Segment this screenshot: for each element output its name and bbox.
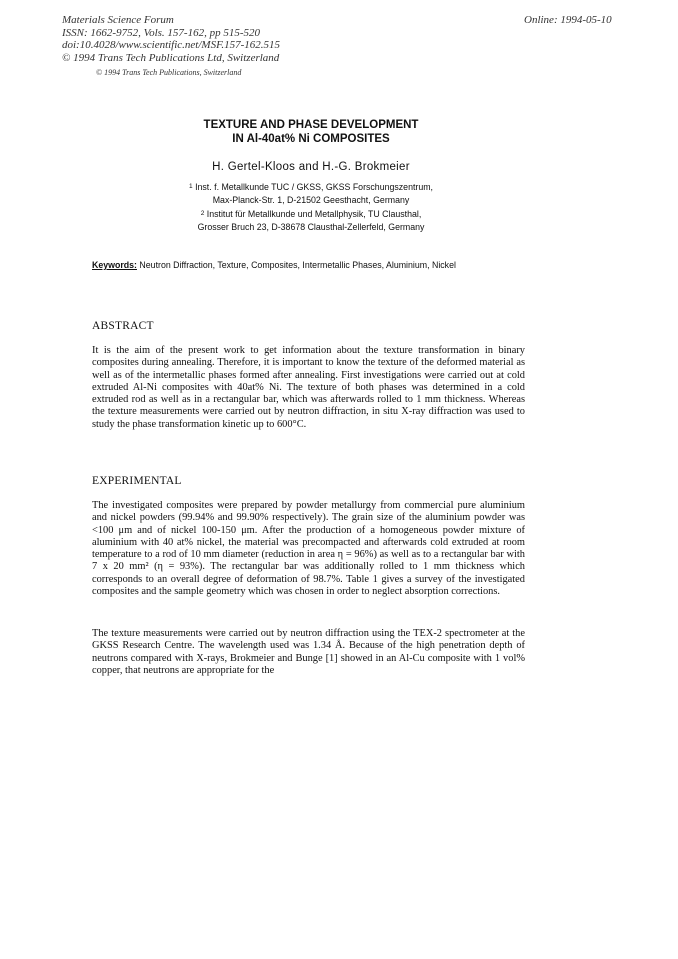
affiliation-line: Grosser Bruch 23, D-38678 Clausthal-Zellerfeld, Germany: [197, 221, 425, 232]
experimental-paragraph-1: The investigated composites were prepared by powder metallurgy from commercial pure aluminium and nickel powders (99.94% and 99.90% respectively). The grain size of the aluminium powder was <100 μm and of nickel 100-150 μm. After the production of a homogeneous powder mixture of aluminium with 40 at% nickel, the material was precompacted and afterwards cold extruded at room temperature to a rod of 10 mm diameter (reduction in area η = 96%) as well as to a rectangular bar with 7 x 20 mm² (η = 93%). The rectangular bar was additionally rolled to 1 mm thickness which corresponds to an overall degree of deformation of 98.7%. Table 1 gives a survey of the investigated composites and the sample geometry which was chosen in order to neglect absorption corrections.: [92, 500, 525, 598]
section-heading-experimental: EXPERIMENTAL: [92, 475, 182, 487]
affiliation-line: Max-Planck-Str. 1, D-21502 Geesthacht, Germany: [212, 194, 410, 205]
abstract-paragraph: It is the aim of the present work to get information about the texture transformation in binary composites during annealing. Therefore, it is important to know the texture of the deformed material as well as of the intermetallic phases formed after annealing. First investigations were carried out at cold extruded Al-Ni composites with 40at% Ni. The texture of both phases was determined in a cold extruded rod as well as in a rectangular bar, which was afterwards rolled to 1 mm thickness. Whereas the texture measurements were carried out by neutron diffraction, in situ X-ray diffraction was used to study the phase transformation kinetic up to 600°C.: [92, 345, 525, 430]
journal-name: Materials Science Forum: [62, 14, 174, 26]
affiliation-line: Institut für Metallkunde und Metallphysik, TU Clausthal,: [206, 209, 422, 219]
keywords: [92, 260, 456, 270]
publisher-line: © 1994 Trans Tech Publications Ltd, Switzerland: [62, 51, 280, 64]
online-date: Online: 1994-05-10: [524, 14, 612, 26]
keywords-label: Keywords:: [92, 260, 137, 270]
doi-line: doi:10.4028/www.scientific.net/MSF.157-162.515: [62, 39, 281, 51]
affiliation-2: [90, 208, 532, 233]
affiliation-mark: 1: [188, 183, 193, 190]
journal-header: [62, 14, 280, 64]
affiliation-line: Inst. f. Metallkunde TUC / GKSS, GKSS Forschungszentrum,: [195, 182, 433, 192]
section-heading-abstract: ABSTRACT: [92, 320, 154, 332]
issn-line: ISSN: 1662-9752, Vols. 157-162, pp 515-520: [62, 26, 260, 39]
experimental-paragraph-2: The texture measurements were carried out by neutron diffraction using the TEX-2 spectrometer at the GKSS Research Centre. The wavelength used was 1.34 Å. Because of the high penetration depth of neutrons compared with X-rays, Brokmeier and Bunge [1] showed in an Al-Cu composite with 1 vol% copper, that neutrons are appropriate for the: [92, 628, 525, 676]
affiliation-1: [90, 181, 532, 206]
title-line-2: IN Al-40at% Ni COMPOSITES: [232, 133, 390, 145]
keywords-text: Neutron Diffraction, Texture, Composites, Intermetallic Phases, Aluminium, Nickel: [136, 260, 456, 270]
paper-title: [90, 118, 532, 146]
copyright-line: © 1994 Trans Tech Publications, Switzerland: [96, 68, 242, 77]
affiliation-mark: 2: [200, 210, 205, 217]
authors: H. Gertel-Kloos and H.-G. Brokmeier: [212, 161, 410, 173]
title-line-1: TEXTURE AND PHASE DEVELOPMENT: [203, 119, 419, 131]
